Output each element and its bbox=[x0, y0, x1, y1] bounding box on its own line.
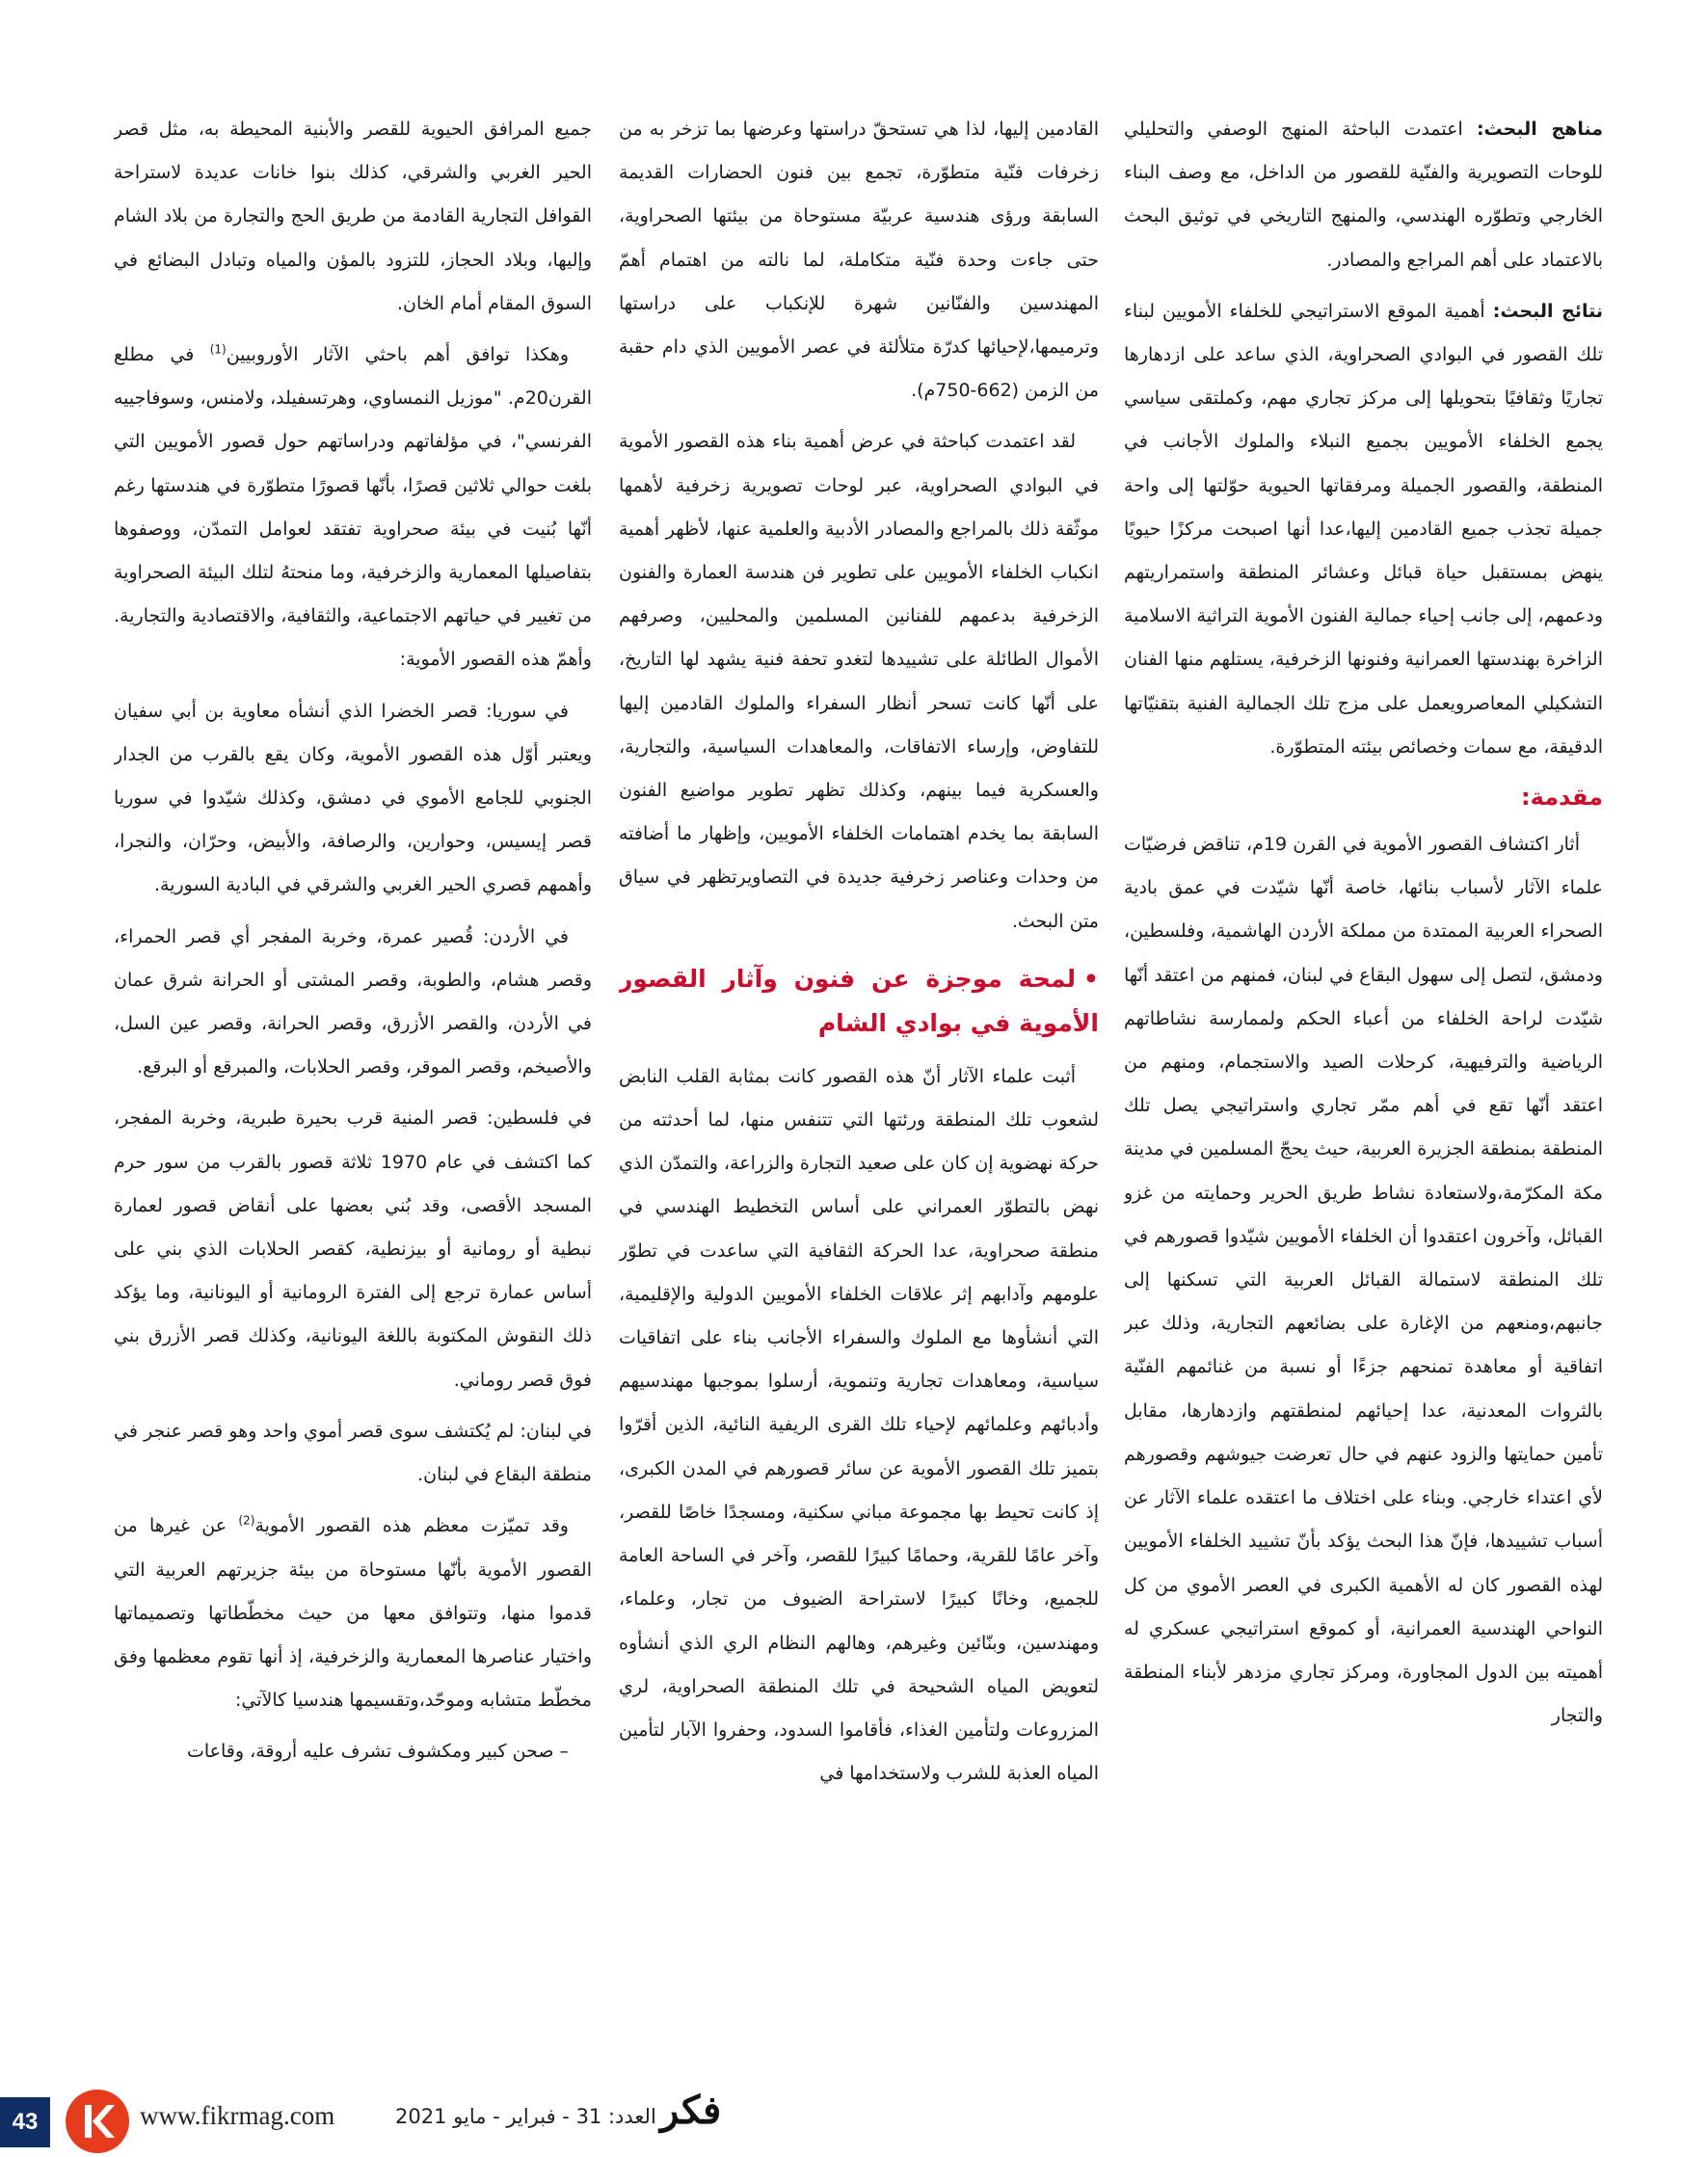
k-logo-icon bbox=[66, 2090, 129, 2153]
introduction-heading: مقدمة: bbox=[1520, 784, 1603, 812]
section-heading-text: لمحة موجزة عن فنون وآثار القصور الأموية في بوادي الشام bbox=[619, 964, 1099, 1037]
research-results-text: أهمية الموقع الاستراتيجي للخلفاء الأمويين لبناء تلك القصور في البوادي الصحراوية، الذي ساعد على ازدهارها تجاريًا وثقافيًا بتحويلها إلى مركز تجاري مهم، وكملتقى سياسي يجمع الخلفاء الأمويين بجميع النبلاء والملوك الأجانب في المنطقة، والقصور الجميلة ومرفقاتها الحيوية حوّلتها إلى واحة جميلة تجذب جميع القادمين إليها،عدا أنها اصبحت مركزًا حيويًا ينهض بمستقبل حياة قبائل وعشائر المنطقة واستمراريتهم ودعمهم، إلى جانب إحياء جمالية الفنون الأموية التراثية الاسلامية الزاخرة بهندستها العمرانية وفنونها الزخرفية، يستلهم منها الفنان التشكيلي المعاصرويعمل على مزج تلك الجمالية الفنية بتقنيّاتها الدقيقة، مع سمات وخصائص بيئته المتطوّرة. bbox=[1124, 300, 1603, 758]
column-left bbox=[114, 108, 592, 2036]
left-paragraph-2-a: وهكذا توافق أهم باحثي الآثار الأوروبيين bbox=[226, 344, 569, 366]
bullet-icon: • bbox=[1083, 964, 1099, 993]
palestine-paragraph: في فلسطين: قصر المنية قرب بحيرة طبرية، وخربة المفجر، كما اكتشف في عام 1970 ثلاثة قصور بالقرب من سور حرم المسجد الأقصى، وقد بُني بعضها على أنقاض قصور لعمارة نبطية أو رومانية أو بيزنطية، كقصر الحلابات الذي بني على أساس عمارة ترجع إلى الفترة الرومانية أو اليونانية، وما يؤكد ذلك النقوش المكتوبة باللغة اليونانية، وكذلك قصر الأزرق بني فوق قصر روماني. bbox=[114, 1107, 592, 1391]
left-paragraph-2 bbox=[114, 333, 592, 682]
page-number: 43 bbox=[0, 2097, 50, 2147]
page-footer bbox=[0, 2063, 1708, 2148]
left-paragraph-2-b: في مطلع القرن20م. "موزيل النمساوي، وهرتسفيلد، ولامنس، وسوفاجييه الفرنسي"، في مؤلفاتهم ودراساتهم حول قصور الأمويين التي بلغت حوالي ثلاثين قصرًا، بأنّها قصورًا متطوّرة في هندستها رغم أنّها بُنيت في بيئة صحراوية تفتقد لعوامل التمدّن، ووصفوها بتفاصيلها المعمارية والزخرفية، وما منحتهُ لتلك البيئة الصحراوية من تغيير في حياتهم الاجتماعية، والثقافية، والاقتصادية والتجارية. وأهمّ هذه القصور الأموية: bbox=[114, 344, 592, 671]
jordan-paragraph: في الأردن: قُصير عمرة، وخربة المفجر أي قصر الحمراء، وقصر هشام، والطوبة، وقصر المشتى أو الحرانة شرق عمان في الأردن، والقصر الأزرق، وقصر الحرانة، وقصر عين السل، والأصيخم، وقصر الموقر، وقصر الحلابات، والمبرقع أو البرقع. bbox=[114, 925, 592, 1078]
mid-paragraph-2: لقد اعتمدت كباحثة في عرض أهمية بناء هذه القصور الأموية في البوادي الصحراوية، عبر لوحات تصويرية زخرفية لأهمها موثّقة ذلك بالمراجع والمصادر الأدبية والعلمية عنها، لأظهر أهمية انكباب الخلفاء الأمويين على تطوير فن هندسة العمارة والفنون الزخرفية بدعمهم للفنانين المسلمين والمحليين، وصرفهم الأموال الطائلة على تشييدها لتغدو تحفة فنية يشهد لها التاريخ، على أنّها كانت تسحر أنظار السفراء والملوك القادمين إليها للتفاوض، وإرساء الاتفاقات، والمعاهدات السياسية، والتجارية، والعسكرية فيما بينهم، وكذلك تظهر تطوير مواضيع الفنون السابقة بما يخدم اهتمامات الخلفاء الأمويين، وإظهار ما أضافته من وحدات وعناصر زخرفية جديدة في التصاويرتظهر في سياق متن البحث. bbox=[619, 431, 1099, 932]
list-item-1: – صحن كبير ومكشوف تشرف عليه أروقة، وقاعات bbox=[187, 1741, 569, 1763]
website-link[interactable]: www.fikrmag.com bbox=[140, 2101, 335, 2130]
column-right bbox=[1124, 108, 1603, 2036]
left-paragraph-7-b: عن غيرها من القصور الأموية بأنّها مستوحاة من بيئة جزيرتهم العربية التي قدموا منها، وتتوافق معها من حيث مخطّطاتها وتصميماتها واختيار عناصرها المعمارية والزخرفية، إذ أنها تقوم معظمها وفق مخطّط متشابه وموحّد،وتقسيمها هندسيا كالآتي: bbox=[114, 1515, 592, 1712]
introduction-paragraph: أثار اكتشاف القصور الأموية في القرن 19م، تناقض فرضيّات علماء الآثار لأسباب بنائها، خاصة أنّها شيّدت في عمق بادية الصحراء العربية الممتدة من مملكة الأردن الهاشمية، وفلسطين، ودمشق، لتصل إلى سهول البقاع في لبنان، فمنهم من اعتقد أنّها شيّدت لراحة الخلفاء من أعباء الحكم ولممارسة نشاطاتهم الرياضية والترفيهية، كرحلات الصيد والاستجمام، ومنهم من اعتقد أنّها تقع في أهم ممّر تجاري واستراتيجي يصل تلك المنطقة بمنطقة الجزيرة العربية، حيث يحجّ المسلمين في مدينة مكة المكرّمة،ولاستعادة نشاط طريق الحرير وحمايته من غزو القبائل، وآخرون اعتقدوا أن الخلفاء الأمويين شيّدوا قصورهم في تلك المنطقة لاستمالة القبائل العربية التي تسكنها إلى جانبهم،ومنعهم من الإغارة على بضائعهم التجارية، وذلك عبر اتفاقية أو معاهدة تمنحهم جزءًا أو نسبة من غنائمهم الفنّية بالثروات المعدنية، عدا إحيائهم لمنطقتهم وازدهارها، مقابل تأمين حمايتها والزود عنهم في حال تعرضت جيوشهم وقصورهم لأي اعتداء خارجي. وبناء على اختلاف ما اعتقده علماء الآثار عن أسباب تشييدها، فإنّ هذا البحث يؤكد بأنّ تشييد الخلفاء الأمويين لهذه القصور كان له الأهمية الكبرى في العصر الأموي من كل النواحي الهندسية العمرانية، أو كموقع استراتيجي عسكري له أهميته بين الدول المجاورة، ومركز تجاري مزدهر لأبناء المنطقة والتجار bbox=[1124, 834, 1603, 1727]
research-results-label: نتائج البحث: bbox=[1492, 300, 1603, 322]
k-logo-glyph bbox=[66, 2090, 129, 2153]
syria-paragraph: في سوريا: قصر الخضرا الذي أنشأه معاوية بن أبي سفيان ويعتبر أوّل هذه القصور الأموية، وكان يقع بالقرب من الجدار الجنوبي للجامع الأموي في دمشق، وكذلك شيّدوا في سوريا قصر إيسيس، وحوارين، والرصافة، والأبيض، وحرّان، والنجرا، وأهمهم قصري الحير الغربي والشرقي في البادية السورية. bbox=[114, 700, 592, 896]
mid-paragraph-1: القادمين إليها، لذا هي تستحقّ دراستها وعرضها بما تزخر به من زخرفات فنّية متطوّرة، تجمع بين فنون الحضارات القديمة السابقة ورؤى هندسية عربيّة مستوحاة من بيئتها الصحراوية، حتى جاءت وحدة فنّية متكاملة، لما نالته من اهتمام أهمّ المهندسين والفنّانين شهرة للإنكباب على دراستها وترميمها،لإحيائها كدرّة متلألئة في عصر الأمويين الذي دام حقبة من الزمن (662-750م). bbox=[619, 119, 1099, 402]
column-middle bbox=[619, 108, 1099, 2036]
left-paragraph-1: جميع المرافق الحيوية للقصر والأبنية المحيطة به، مثل قصر الحير الغربي والشرقي، كذلك بنوا خانات عديدة لاستراحة القوافل التجارية القادمة من طريق الحج والتجارة من بلاد الشام وإليها، وبلاد الحجاز، للتزود بالمؤن والمياه وتبادل البضائع في السوق المقام أمام الخان. bbox=[114, 119, 592, 314]
lebanon-paragraph: في لبنان: لم يُكتشف سوى قصر أموي واحد وهو قصر عنجر في منطقة البقاع في لبنان. bbox=[114, 1420, 592, 1486]
footnote-ref-1: (1) bbox=[209, 342, 227, 357]
footnote-ref-2: (2) bbox=[238, 1513, 255, 1528]
left-paragraph-7-a: وقد تميّزت معظم هذه القصور الأموية bbox=[254, 1515, 569, 1537]
issue-info: العدد: 31 - فبراير - مايو 2021 bbox=[395, 2105, 656, 2128]
research-results-paragraph bbox=[1124, 290, 1603, 769]
mid-paragraph-3: أثبت علماء الآثار أنّ هذه القصور كانت بمثابة القلب النابض لشعوب تلك المنطقة ورئتها التي تتنفس منها، لما أحدثته من حركة نهضوية إن كان على صعيد التجارة والزراعة، والتمدّن الذي نهض بالتطوّر العمراني على أساس التخطيط الهندسي في منطقة صحراوية، عدا الحركة الثقافية التي ساعدت في تطوّر علومهم وآدابهم إثر علاقات الخلفاء الأمويين الدولية والإقليمية، التي أنشأوها مع الملوك والسفراء الأجانب بناء على اتفاقيات سياسية، ومعاهدات تجارية وتنموية، أرسلوا بموجبها مهندسيهم وأدبائهم وعلمائهم لإحياء تلك القرى الريفية النائية، الذين أقرّوا بتميز تلك القصور الأموية عن سائر قصورهم في المدن الكبرى، إذ كانت تحيط بها مجموعة مباني سكنية، ومسجدًا خاصًا للقصر، وآخر عامًا للقرية، وحمامًا كبيرًا للقصر، وآخر في الساحة العامة للجميع، وخانًا كبيرًا لاستراحة الضيوف من تجار، وعلماء، ومهندسين، وبنّائين وغيرهم، وهالهم النظام الري الذي أنشأوه لتعويض المياه الشحيحة في تلك المنطقة الصحراوية، لري المزروعات ولتأمين الغذاء، فأقاموا السدود، وحفروا الآبار لتأمين المياه العذبة للشرب ولاستخدامها في bbox=[619, 1065, 1099, 1785]
research-methods-label: مناهج البحث: bbox=[1476, 119, 1603, 140]
research-methods-text: اعتمدت الباحثة المنهج الوصفي والتحليلي للوحات التصويرية والفنّية للقصور من الداخل، مع وصف البناء الخارجي وتطوّره الهندسي، والمنهج التاريخي في توثيق البحث بالاعتماد على أهم المراجع والمصادر. bbox=[1124, 119, 1603, 271]
left-paragraph-7 bbox=[114, 1505, 592, 1722]
magazine-logo: فكر bbox=[660, 2088, 722, 2133]
section-heading bbox=[619, 957, 1099, 1046]
research-methods-paragraph bbox=[1124, 108, 1603, 282]
